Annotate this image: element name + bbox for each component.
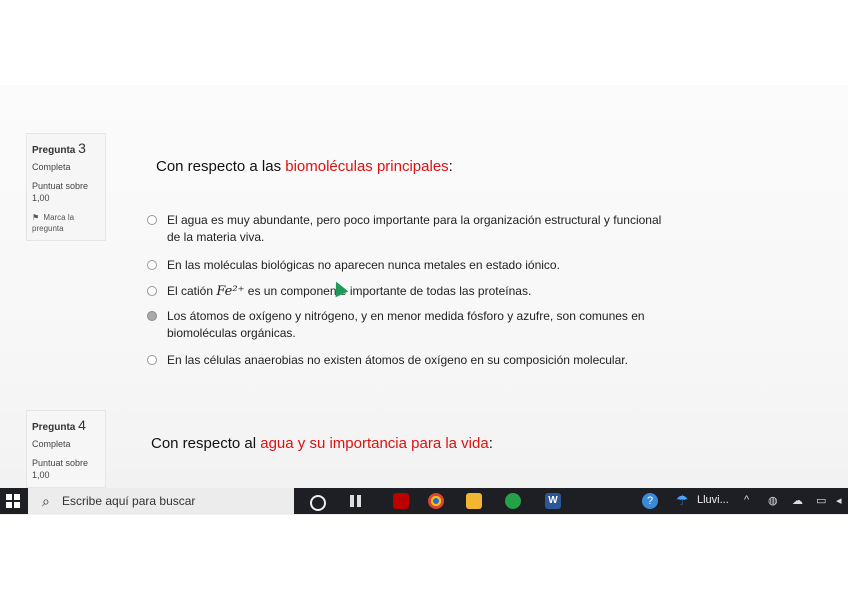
question-4-text-start: Con respecto al <box>151 435 261 452</box>
taskbar <box>0 488 848 514</box>
network-icon[interactable]: ▭ <box>816 495 827 507</box>
flag-icon: ⚑ <box>32 213 40 222</box>
word-icon[interactable]: W <box>545 493 561 509</box>
chrome-icon[interactable] <box>428 493 444 509</box>
answer-3-math: Fe²⁺ <box>216 284 245 299</box>
question-4-info <box>26 410 106 488</box>
question-3-grade: Puntuat sobre 1,00 <box>32 181 89 203</box>
tray-arrow-icon[interactable]: ^ <box>744 494 750 506</box>
answer-4-text: Los átomos de oxígeno y nitrógeno, y en menor medida fósforo y azufre, son comunes en biomoléculas orgánicas. <box>167 309 645 340</box>
answer-5-radio[interactable] <box>147 355 157 365</box>
answer-option-2[interactable] <box>147 257 667 274</box>
screen-photo <box>0 85 848 515</box>
question-label: Pregunta <box>32 422 76 433</box>
onedrive-icon[interactable]: ☁ <box>792 495 803 507</box>
question-3-number <box>32 140 100 156</box>
answer-option-4[interactable] <box>147 308 667 342</box>
question-4-text-end: : <box>488 435 493 452</box>
netflix-icon[interactable] <box>393 493 409 509</box>
task-view-icon[interactable] <box>348 493 364 509</box>
flag-label: Marca la pregunta <box>32 213 75 233</box>
answer-1-radio[interactable] <box>147 215 157 225</box>
answer-5-text: En las células anaerobias no existen átomos de oxígeno en su composición molecular. <box>167 353 628 367</box>
answer-2-text: En las moléculas biológicas no aparecen nunca metales en estado iónico. <box>167 258 560 272</box>
weather-umbrella-icon[interactable]: ☂ <box>676 492 689 508</box>
answer-3-text-start: El catión <box>167 284 217 298</box>
question-3-highlight: biomoléculas principales <box>285 158 449 175</box>
answer-option-1[interactable] <box>147 212 667 246</box>
question-3-text <box>156 158 453 175</box>
taskbar-search-box[interactable] <box>28 488 294 514</box>
answer-3-text-end: es un componente importante de todas las proteínas. <box>244 284 532 298</box>
question-3-text-end: : <box>448 158 453 175</box>
question-label: Pregunta <box>32 145 76 156</box>
answer-4-radio[interactable] <box>147 311 157 321</box>
search-icon: ⌕ <box>42 493 50 509</box>
answer-option-3[interactable] <box>147 283 667 300</box>
answer-2-radio[interactable] <box>147 260 157 270</box>
question-3-info <box>26 133 106 241</box>
tray-app-icon[interactable]: ◍ <box>768 495 778 507</box>
volume-icon[interactable]: ◂ <box>836 495 842 507</box>
windows-start-icon[interactable] <box>6 494 20 508</box>
question-number: 4 <box>78 417 86 433</box>
question-3-text-start: Con respecto a las <box>156 158 286 175</box>
file-explorer-icon[interactable] <box>466 493 482 509</box>
weather-label[interactable]: Lluvi... <box>697 494 729 506</box>
answer-3-radio[interactable] <box>147 286 157 296</box>
flag-question-link[interactable] <box>32 212 100 234</box>
search-placeholder: Escribe aquí para buscar <box>62 494 196 508</box>
question-4-highlight: agua y su importancia para la vida <box>260 435 489 452</box>
question-number: 3 <box>78 140 86 156</box>
answer-3-text <box>167 283 667 300</box>
question-4-grade: Puntuat sobre 1,00 <box>32 458 89 480</box>
help-icon[interactable]: ? <box>642 493 658 509</box>
whatsapp-icon[interactable] <box>505 493 521 509</box>
question-4-text <box>151 435 493 452</box>
cortana-icon[interactable] <box>310 495 326 511</box>
question-3-state: Completa <box>32 162 71 172</box>
answer-1-text: El agua es muy abundante, pero poco importante para la organización estructural y funcional de la materia viva. <box>167 213 662 244</box>
question-4-number <box>32 417 100 433</box>
question-4-state: Completa <box>32 439 71 449</box>
answer-option-5[interactable] <box>147 352 667 369</box>
